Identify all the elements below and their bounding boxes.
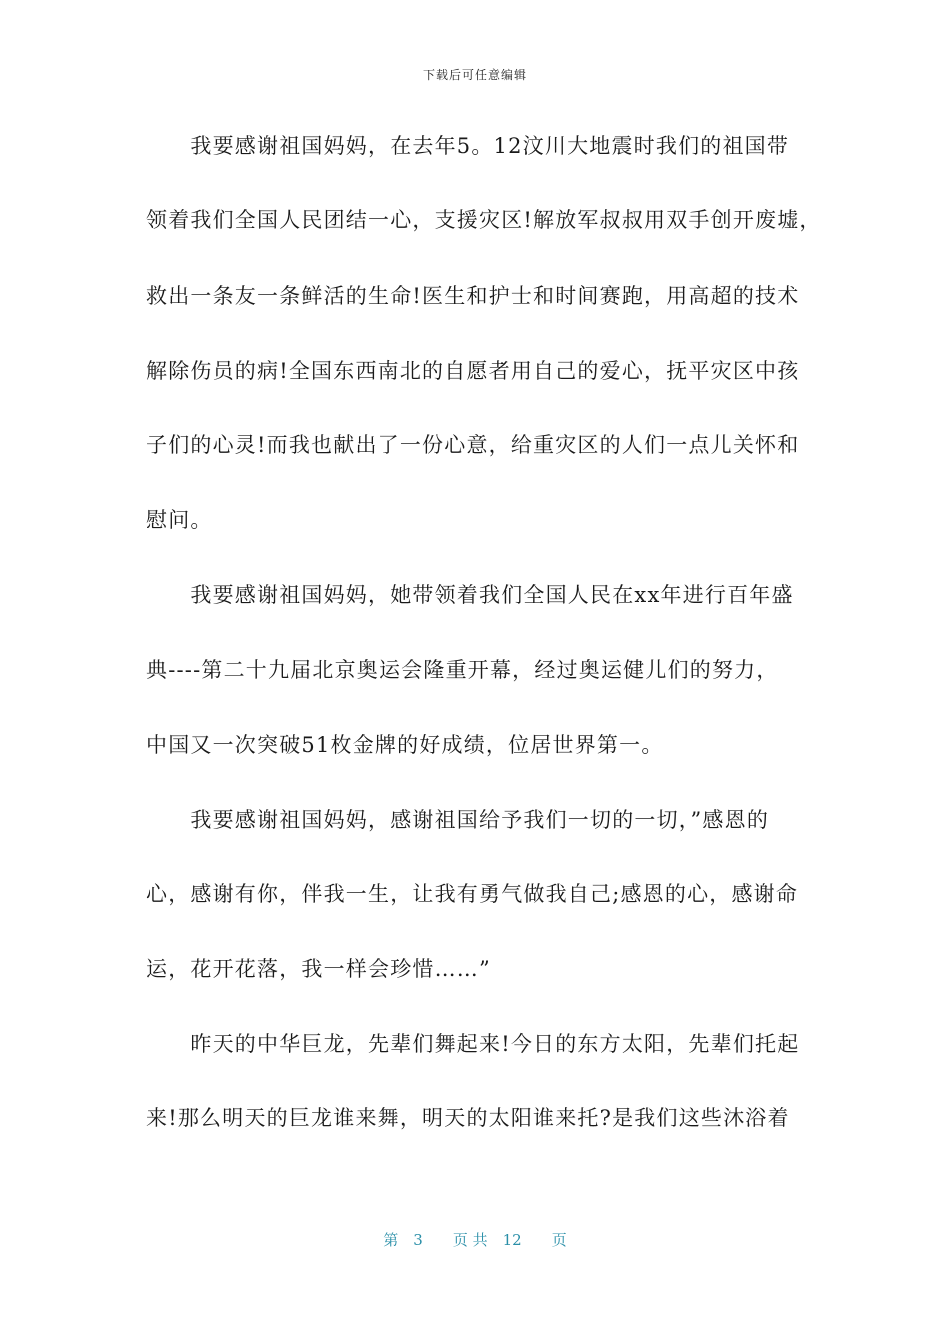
body-line: 子们的心灵!而我也献出了一份心意，给重灾区的人们一点儿关怀和: [146, 433, 800, 457]
body-line: 来!那么明天的巨龙谁来舞，明天的太阳谁来托?是我们这些沐浴着: [146, 1106, 790, 1130]
body-line: 典----第二十九届北京奥运会隆重开幕，经过奥运健儿们的努力，: [146, 658, 779, 682]
body-line: 领着我们全国人民团结一心，支援灾区!解放军叔叔用双手创开废墟，: [146, 208, 822, 232]
body-line: 解除伤员的病!全国东西南北的自愿者用自己的爱心，抚平灾区中孩: [146, 359, 800, 383]
page-header: 下载后可任意编辑: [422, 68, 527, 82]
body-line: 运，花开花落，我一样会珍惜……”: [146, 957, 491, 981]
body-line: 我要感谢祖国妈妈，感谢祖国给予我们一切的一切，”感恩的: [146, 808, 770, 832]
body-line: 我要感谢祖国妈妈，她带领着我们全国人民在xx年进行百年盛: [146, 583, 794, 607]
page-number: 第 3 页 共 12 页: [383, 1231, 567, 1249]
body-line: 救出一条友一条鲜活的生命!医生和护士和时间赛跑，用高超的技术: [146, 284, 800, 308]
body-line: 心，感谢有你，伴我一生，让我有勇气做我自己;感恩的心，感谢命: [146, 882, 799, 906]
body-line: 昨天的中华巨龙，先辈们舞起来!今日的东方太阳，先辈们托起: [146, 1032, 800, 1056]
page-footer: [0, 1229, 950, 1250]
body-line: 慰问。: [146, 508, 213, 532]
body-line: 我要感谢祖国妈妈，在去年5。12汶川大地震时我们的祖国带: [146, 134, 790, 158]
body-line: 中国又一次突破51枚金牌的好成绩，位居世界第一。: [146, 733, 664, 757]
